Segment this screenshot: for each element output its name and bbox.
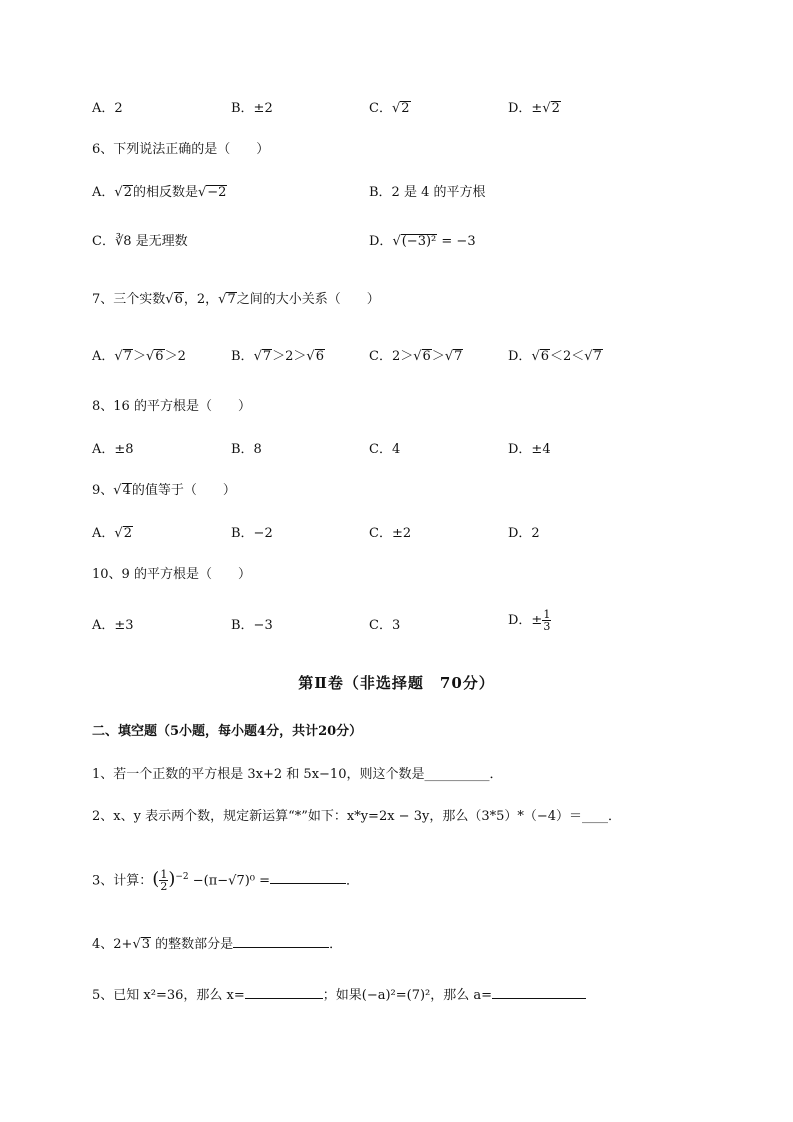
question-6-options-row2 [92,231,753,253]
option-a[interactable]: A．√2 [92,526,132,541]
question-6-stem: 6、下列说法正确的是（ ） [92,142,270,157]
question-9-stem: 9、√4的值等于（ ） [92,483,236,498]
option-c[interactable]: C．∛8 是无理数 [92,234,188,249]
option-c[interactable]: C．3 [369,618,401,633]
question-10-options [92,608,753,645]
option-d[interactable]: D．±√2 [508,98,561,120]
question-7-options [92,346,753,368]
option-a[interactable]: A．2 [92,101,123,116]
option-a[interactable]: A．±8 [92,442,134,457]
fill-question-2: 2、x、y 表示两个数，规定新运算“*”如下：x*y=2x − 3y，那么（3*5）*（−4）＝____． [92,809,622,824]
question-10-stem: 10、9 的平方根是（ ） [92,567,251,582]
option-b[interactable]: B．−2 [231,526,273,541]
option-d[interactable]: D．± $\frac{1}{3}$ [508,608,551,633]
fraction: $\frac{1}{3}$ [543,608,551,633]
fill-question-3: 3、计算：( $\frac{1}{2}$ )$^{-2}$ −(π−√7)⁰ = ． [92,868,360,894]
option-a[interactable]: A．√2的相反数是√−2 [92,185,227,200]
option-d[interactable]: D．±4 [508,442,551,457]
answer-blank[interactable] [233,933,329,948]
fraction: $\frac{1}{2}$ [160,868,168,894]
option-d[interactable]: D．2 [508,526,540,541]
section-subtitle: 二、填空题（5小题，每小题4分，共计20分） [92,724,363,739]
question-7-stem: 7、三个实数√6，2，√7之间的大小关系（ ） [92,292,380,307]
option-a[interactable]: A．±3 [92,618,134,633]
answer-blank[interactable] [492,984,586,999]
option-d[interactable]: D．√6＜2＜√7 [508,349,602,364]
option-b[interactable]: B．8 [231,442,262,457]
answer-blank[interactable] [270,869,346,884]
option-c[interactable]: C．√2 [369,98,411,120]
option-b[interactable]: B．−3 [231,618,273,633]
option-b[interactable]: B．2 是 4 的平方根 [369,185,486,200]
question-8-stem: 8、16 的平方根是（ ） [92,399,251,414]
sqrt-symbol: √2 [391,101,410,116]
fill-question-5: 5、已知 x²=36，那么 x= ；如果(−a)²=(7)²，那么 a= [92,984,753,1006]
option-c[interactable]: C．4 [369,442,401,457]
option-c[interactable]: C．2＞√6＞√7 [369,349,463,364]
question-8-options [92,439,753,461]
answer-blank[interactable] [245,984,323,999]
question-6-options-row1 [92,182,753,204]
sqrt-symbol: √2 [542,101,560,116]
option-d[interactable]: D．√(−3)² = −3 [369,234,476,249]
option-b[interactable]: B．±2 [231,101,273,116]
section-title: 第Ⅱ卷（非选择题 70分） [298,674,495,692]
fill-question-4: 4、2+√3 的整数部分是 ． [92,933,753,955]
question-5-options [92,98,753,120]
option-c[interactable]: C．±2 [369,526,412,541]
option-b[interactable]: B．√7＞2＞√6 [231,349,324,364]
question-9-options [92,523,753,545]
option-a[interactable]: A．√7＞√6＞2 [92,349,186,364]
fill-question-1: 1、若一个正数的平方根是 3x+2 和 5x−10，则这个数是__________． [92,767,503,782]
